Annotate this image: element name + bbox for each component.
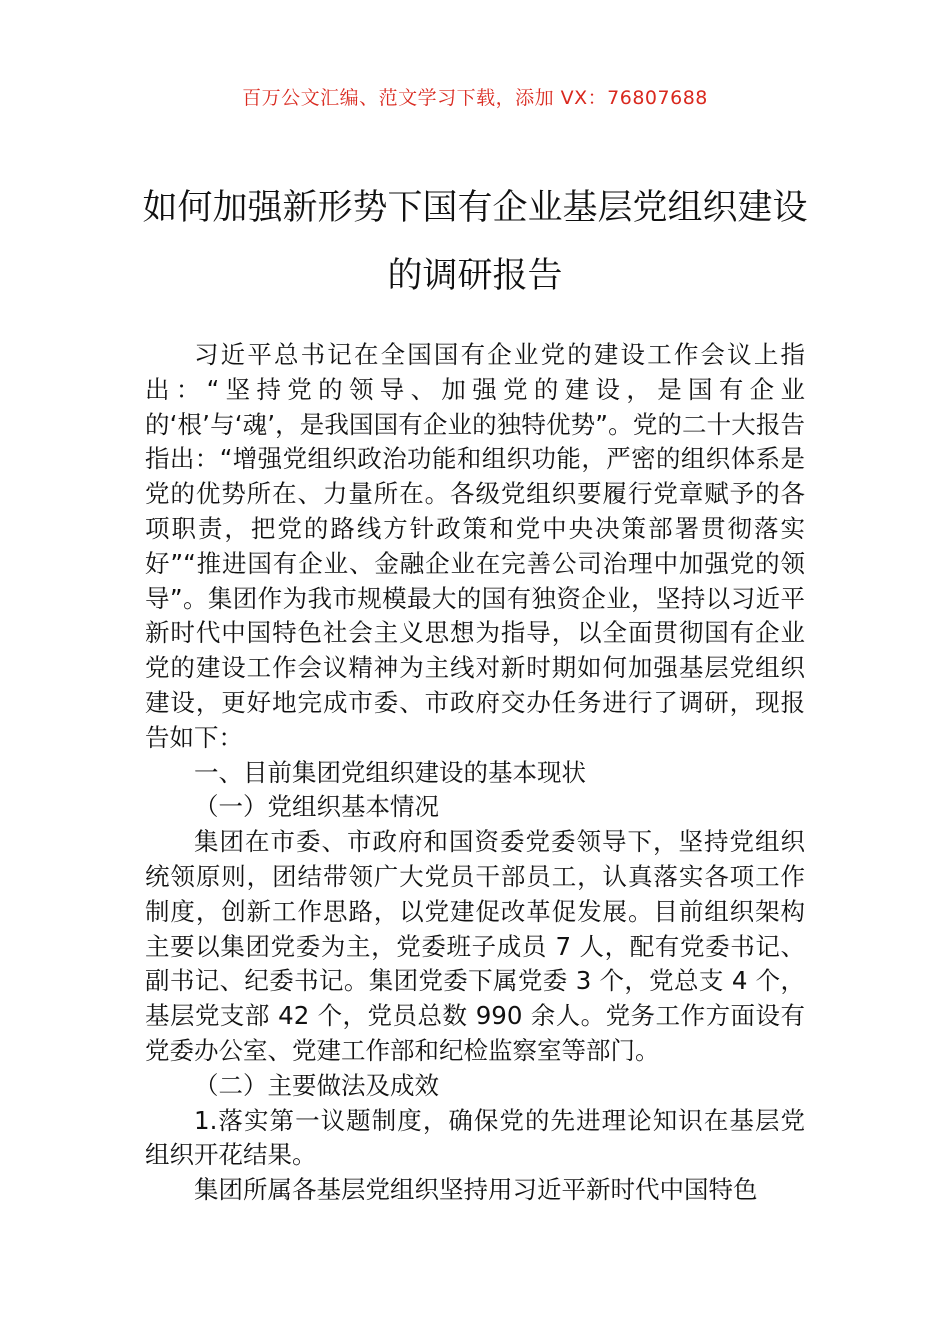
continuation-paragraph: 集团所属各基层党组织坚持用习近平新时代中国特色 xyxy=(194,1175,758,1205)
basic-situation-paragraph: 集团在市委、市政府和国资委党委领导下，坚持党组织统领原则，团结带领广大党员干部员工，认真落实各项工作制度，创新工作思路，以党建促改革促发展。目前组织架构主要以集团党委为主，党委班子成员 7 人，配有党委书记、副书记、纪委书记。集团党委下属党委 3 个，党总支 4 个，基层党支部 42 个，党员总数 990 余人。党务工作方面设有党委办公室、党建工作部和纪检监察室等部门。 xyxy=(145,827,805,1065)
subsection-heading-1: （一）党组织基本情况 xyxy=(194,792,439,822)
subsection-heading-2: （二）主要做法及成效 xyxy=(194,1070,439,1100)
section-heading-1: 一、目前集团党组织建设的基本现状 xyxy=(194,757,586,787)
promo-header-note: 百万公文汇编、范文学习下载，添加 VX：76807688 xyxy=(242,87,708,109)
document-title: 如何加强新形势下国有企业基层党组织建设的调研报告 xyxy=(142,188,808,296)
intro-paragraph: 习近平总书记在全国国有企业党的建设工作会议上指出：“坚持党的领导、加强党的建设，是国有企业的‘根’与‘魂’，是我国国有企业的独特优势”。党的二十大报告指出：“增强党组织政治功能和组织功能，严密的组织体系是党的优势所在、力量所在。各级党组织要履行党章赋予的各项职责，把党的路线方针政策和党中央决策部署贯彻落实好”“推进国有企业、金融企业在完善公司治理中加强党的领导”。集团作为我市规模最大的国有独资企业，坚持以习近平新时代中国特色社会主义思想为指导，以全面贯彻国有企业党的建设工作会议精神为主线对新时期如何加强基层党组织建设，更好地完成市委、市政府交办任务进行了调研，现报告如下： xyxy=(145,340,805,752)
document-body xyxy=(145,338,805,1208)
numbered-point-1: 1.落实第一议题制度，确保党的先进理论知识在基层党组织开花结果。 xyxy=(145,1105,805,1170)
